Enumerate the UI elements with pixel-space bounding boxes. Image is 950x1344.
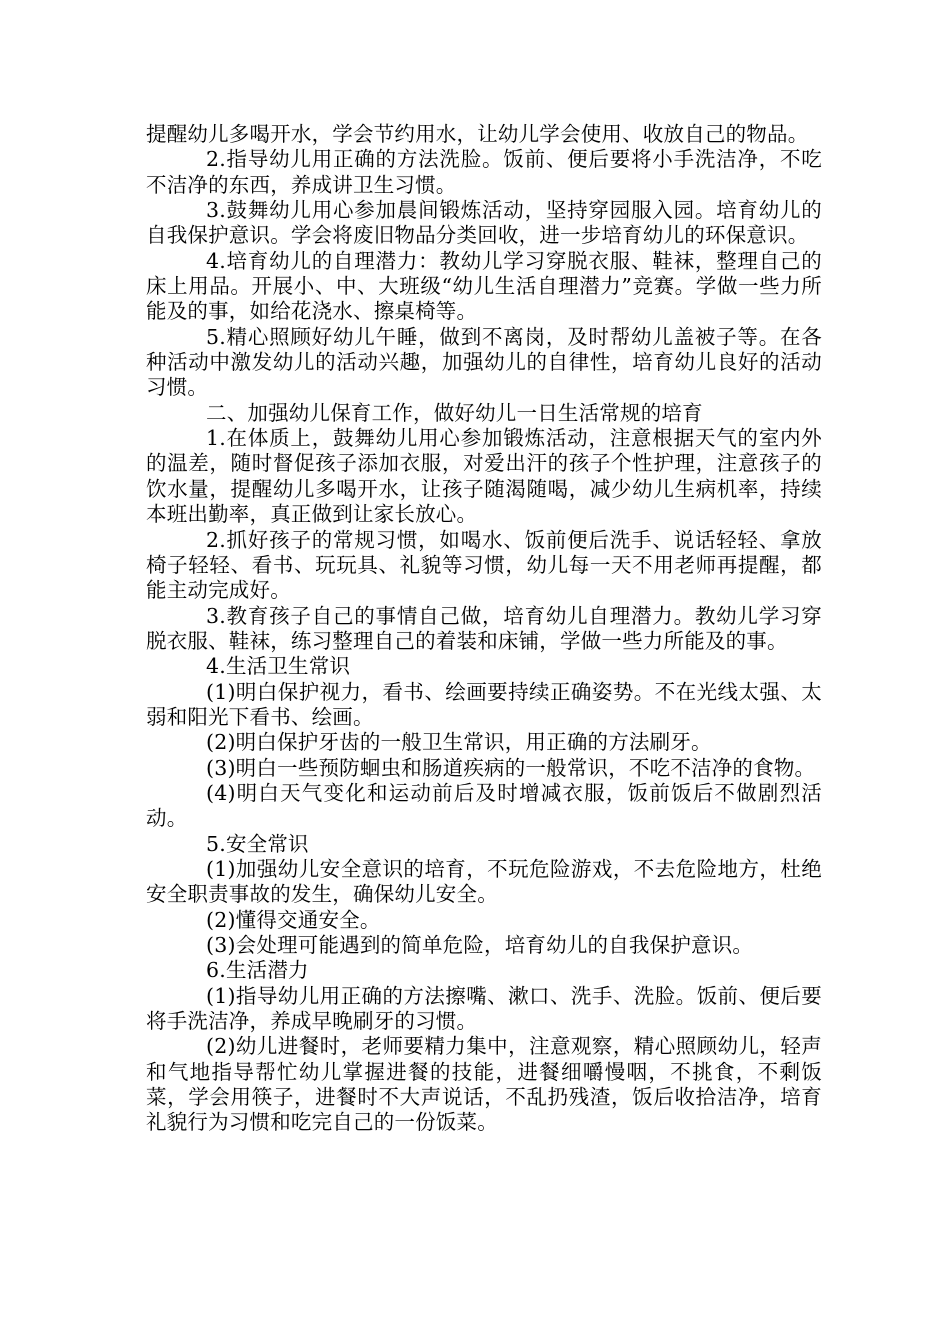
subsection-heading: 4.生活卫生常识 <box>206 654 351 679</box>
document-page <box>146 122 822 1136</box>
paragraph: (1)指导幼儿用正确的方法擦嘴、漱口、洗手、洗脸。饭前、便后要将手洗洁净，养成早晚刷牙的习惯。 <box>146 983 822 1034</box>
paragraph: (4)明白天气变化和运动前后及时增减衣服，饭前饭后不做剧烈活动。 <box>146 780 822 831</box>
paragraph: (2)懂得交通安全。 <box>206 907 381 932</box>
section-heading: 二、加强幼儿保育工作，做好幼儿一日生活常规的培育 <box>206 400 703 425</box>
paragraph: 2.指导幼儿用正确的方法洗脸。饭前、便后要将小手洗洁净，不吃不洁净的东西，养成讲卫生习惯。 <box>146 147 822 197</box>
paragraph: (1)加强幼儿安全意识的培育，不玩危险游戏，不去危险地方，杜绝安全职责事故的发生，确保幼儿安全。 <box>146 856 822 907</box>
paragraph: (3)会处理可能遇到的简单危险，培育幼儿的自我保护意识。 <box>206 933 754 957</box>
paragraph: 5.精心照顾好幼儿午睡，做到不离岗，及时帮幼儿盖被子等。在各种活动中激发幼儿的活动兴趣，加强幼儿的自律性，培育幼儿良好的活动习惯。 <box>146 324 822 400</box>
paragraph: 4.培育幼儿的自理潜力：教幼儿学习穿脱衣服、鞋袜，整理自己的床上用品。开展小、中、大班级“幼儿生活自理潜力”竞赛。学做一些力所能及的事，如给花浇水、擦桌椅等。 <box>146 248 822 324</box>
paragraph: 1.在体质上，鼓舞幼儿用心参加锻炼活动，注意根据天气的室内外的温差，随时督促孩子添加衣服，对爱出汗的孩子个性护理，注意孩子的饮水量，提醒幼儿多喝开水，让孩子随渴随喝，减少幼儿生病机率，持续本班出勤率，真正做到让家长放心。 <box>146 426 822 527</box>
paragraph: 3.教育孩子自己的事情自己做，培育幼儿自理潜力。教幼儿学习穿脱衣服、鞋袜，练习整理自己的着装和床铺，学做一些力所能及的事。 <box>146 603 822 653</box>
paragraph: (2)明白保护牙齿的一般卫生常识，用正确的方法刷牙。 <box>206 730 712 755</box>
paragraph: 2.抓好孩子的常规习惯，如喝水、饭前便后洗手、说话轻轻、拿放椅子轻轻、看书、玩玩具、礼貌等习惯，幼儿每一天不用老师再提醒，都能主动完成好。 <box>146 527 822 603</box>
paragraph: 3.鼓舞幼儿用心参加晨间锻炼活动，坚持穿园服入园。培育幼儿的自我保护意识。学会将废旧物品分类回收，进一步培育幼儿的环保意识。 <box>146 198 822 248</box>
paragraph: (3)明白一些预防蛔虫和肠道疾病的一般常识，不吃不洁净的食物。 <box>206 755 816 780</box>
paragraph: (1)明白保护视力，看书、绘画要持续正确姿势。不在光线太强、太弱和阳光下看书、绘画。 <box>146 679 822 729</box>
subsection-heading: 6.生活潜力 <box>206 958 309 983</box>
paragraph: 提醒幼儿多喝开水，学会节约用水，让幼儿学会使用、收放自己的物品。 <box>146 122 809 146</box>
subsection-heading: 5.安全常识 <box>206 831 309 856</box>
paragraph: (2)幼儿进餐时，老师要精力集中，注意观察，精心照顾幼儿，轻声和气地指导帮忙幼儿掌握进餐的技能，进餐细嚼慢咽，不挑食，不剩饭菜，学会用筷子，进餐时不大声说话，不乱扔残渣，饭后收拾洁净，培育礼貌行为习惯和吃完自己的一份饭菜。 <box>146 1034 822 1135</box>
